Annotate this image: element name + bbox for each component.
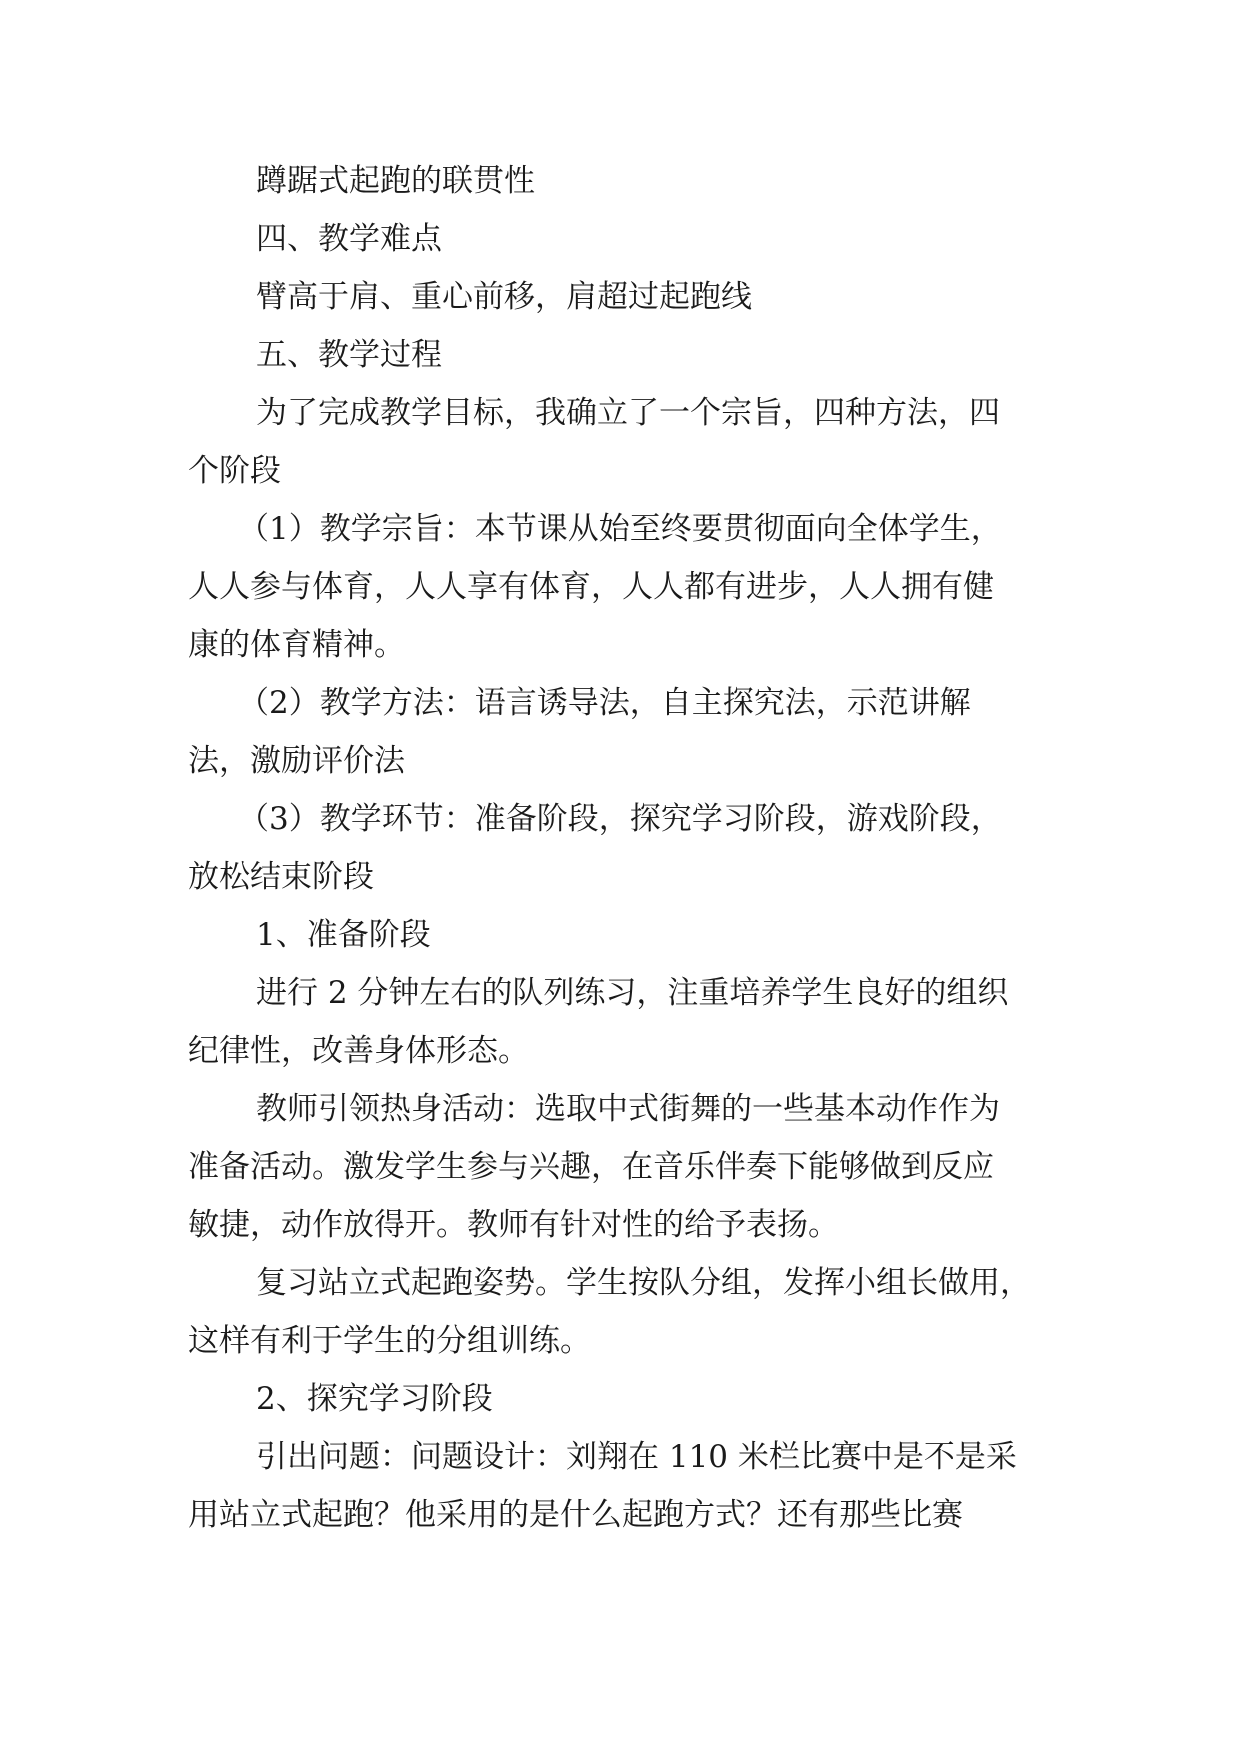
paragraph-start: 进行 2 分钟左右的队列练习，注重培养学生良好的组织 (256, 975, 1009, 1011)
text-line: 臂高于肩、重心前移，肩超过起跑线 (256, 279, 752, 315)
paragraph-continuation: 准备活动。激发学生参与兴趣，在音乐伴奏下能够做到反应 (188, 1149, 994, 1185)
paragraph-start: 引出问题：问题设计：刘翔在 110 米栏比赛中是不是采 (256, 1439, 1017, 1475)
paragraph-continuation: 敏捷，动作放得开。教师有针对性的给予表扬。 (188, 1207, 839, 1243)
text-line: 蹲踞式起跑的联贯性 (256, 163, 535, 199)
paragraph-start: （3）教学环节：准备阶段，探究学习阶段，游戏阶段， (238, 801, 1002, 837)
section-heading: 五、教学过程 (256, 337, 442, 373)
paragraph-start: 教师引领热身活动：选取中式街舞的一些基本动作作为 (256, 1091, 1000, 1127)
paragraph-start: 复习站立式起跑姿势。学生按队分组，发挥小组长做用， (256, 1265, 1031, 1301)
subsection-heading: 2、探究学习阶段 (256, 1381, 493, 1417)
subsection-heading: 1、准备阶段 (256, 917, 431, 953)
paragraph-continuation: 用站立式起跑？他采用的是什么起跑方式？还有那些比赛 (188, 1497, 963, 1533)
paragraph-start: （2）教学方法：语言诱导法，自主探究法，示范讲解 (238, 685, 971, 721)
paragraph-continuation: 人人参与体育，人人享有体育，人人都有进步，人人拥有健 (188, 569, 994, 605)
paragraph-continuation: 个阶段 (188, 453, 281, 489)
paragraph-start: 为了完成教学目标，我确立了一个宗旨，四种方法，四 (256, 395, 1000, 431)
paragraph-start: （1）教学宗旨：本节课从始至终要贯彻面向全体学生， (238, 511, 1002, 547)
document-body (188, 152, 1050, 1544)
paragraph-continuation: 法，激励评价法 (188, 743, 405, 779)
paragraph-continuation: 纪律性，改善身体形态。 (188, 1033, 529, 1069)
section-heading: 四、教学难点 (256, 221, 442, 257)
paragraph-continuation: 这样有利于学生的分组训练。 (188, 1323, 591, 1359)
paragraph-continuation: 康的体育精神。 (188, 627, 405, 663)
paragraph-continuation: 放松结束阶段 (188, 859, 374, 895)
